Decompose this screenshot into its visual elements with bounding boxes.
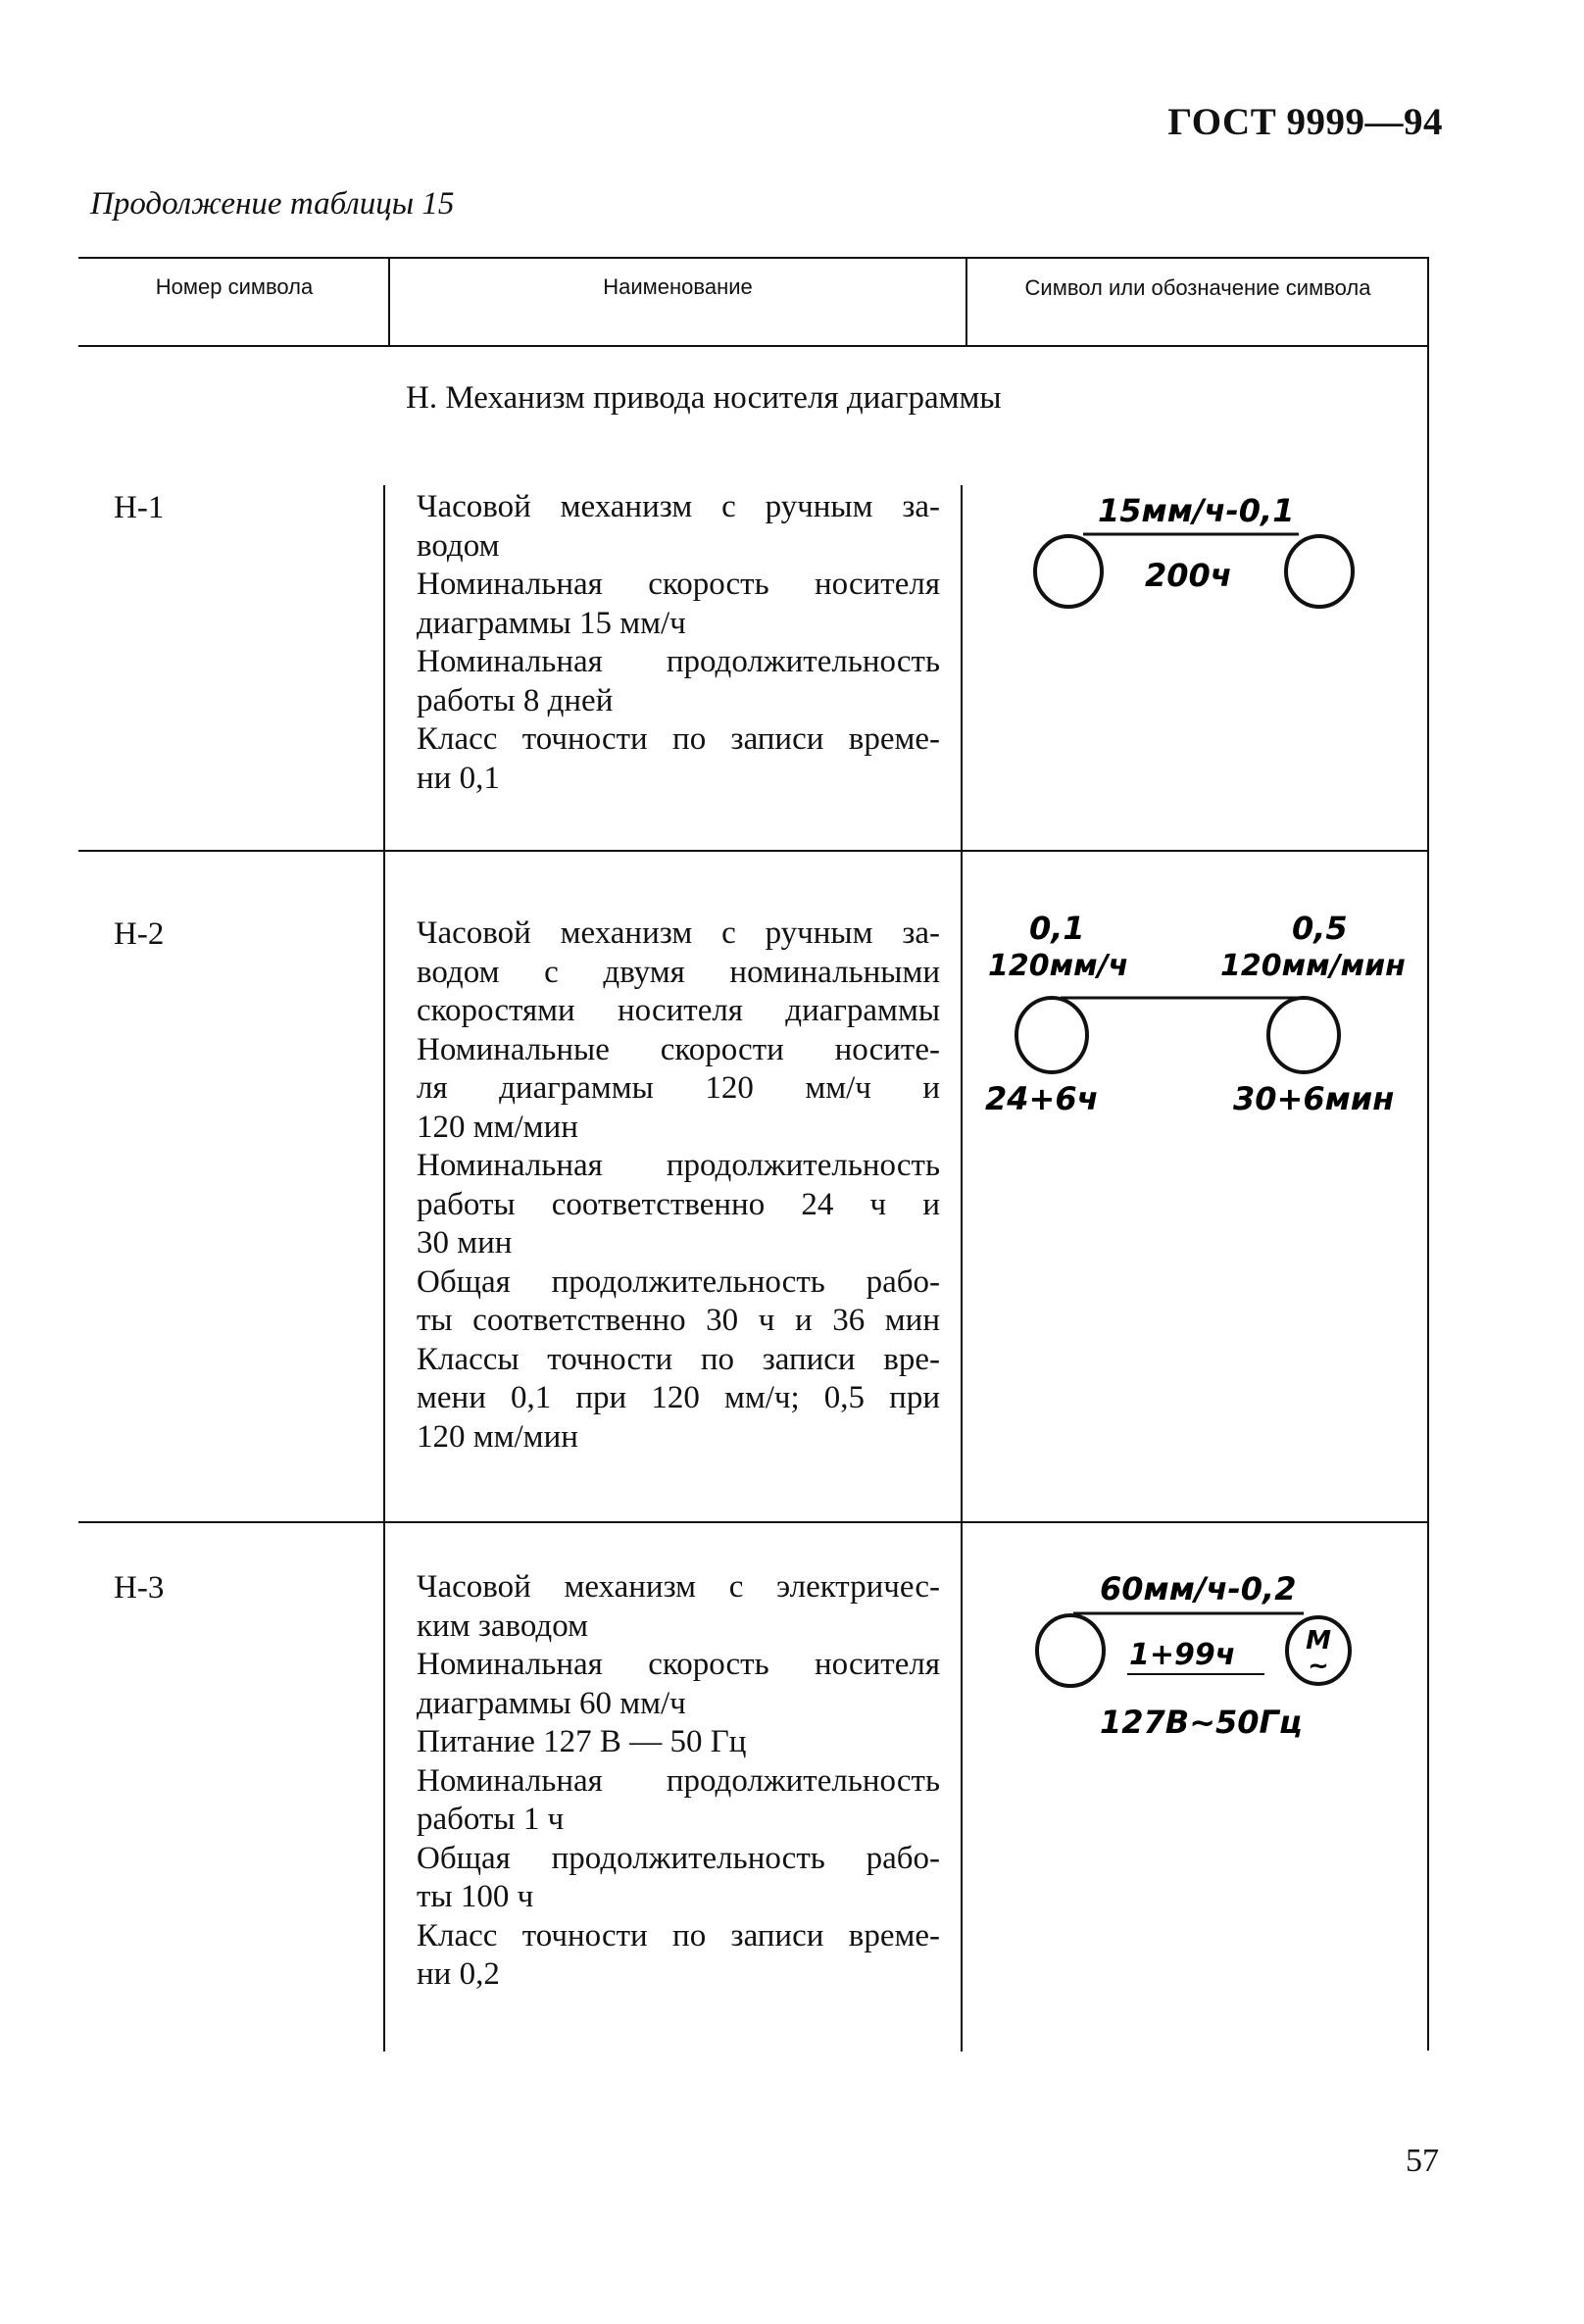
description-line: скоростями носителя диаграммы — [417, 993, 940, 1028]
page-number: 57 — [1406, 2143, 1439, 2179]
row-separator-1 — [78, 850, 1429, 852]
row-separator-2 — [78, 1521, 1429, 1523]
column-header-number: Номер символа — [155, 274, 314, 299]
h1-left-drum — [1035, 536, 1102, 607]
h2-left-duration-label: 24+6ч — [985, 1080, 1099, 1117]
description-line: ни 0,1 — [417, 760, 500, 796]
h3-speed-accuracy-label: 60мм/ч-0,2 — [1100, 1570, 1297, 1607]
description-line: Питание 127 В — 50 Гц — [417, 1724, 747, 1759]
motor-icon — [1287, 1617, 1350, 1684]
header-divider-1 — [388, 257, 390, 347]
h1-speed-accuracy-label: 15мм/ч-0,1 — [1098, 492, 1295, 529]
column-header-name: Наименование — [603, 274, 753, 299]
description-line: ты соответственно 30 ч и 36 мин — [417, 1303, 940, 1338]
symbol-number-h2: Н-2 — [114, 916, 165, 952]
description-line: диаграммы 60 мм/ч — [417, 1685, 686, 1721]
h2-right-duration-label: 30+6мин — [1233, 1080, 1395, 1117]
description-line: 30 мин — [417, 1225, 513, 1261]
h2-right-speed-label: 120мм/мин — [1220, 949, 1406, 983]
description-line: Часовой механизм с ручным за- — [417, 489, 940, 524]
row1-divider-1 — [383, 485, 385, 851]
row1-divider-2 — [961, 485, 963, 851]
description-line: Номинальная скорость носителя — [417, 567, 940, 602]
description-line: Класс точности по записи време- — [417, 721, 940, 757]
description-line: Часовой механизм с электричес- — [417, 1569, 940, 1605]
description-line: Номинальная продолжительность — [417, 1148, 940, 1183]
h2-left-accuracy-label: 0,1 — [1029, 910, 1085, 947]
description-line: Общая продолжительность рабо- — [417, 1840, 940, 1876]
section-title: Н. Механизм привода носителя диаграммы — [406, 380, 1002, 416]
h3-power-label: 127В~50Гц — [1100, 1704, 1303, 1741]
symbol-number-h3: Н-3 — [114, 1570, 165, 1606]
description-line: Часовой механизм с ручным за- — [417, 915, 940, 951]
column-header-symbol-text: Символ или обозначение символа — [1024, 275, 1371, 300]
h2-right-drum — [1268, 998, 1339, 1072]
symbol-number-h1: Н-1 — [114, 490, 165, 525]
description-h3 — [417, 1568, 940, 1995]
description-h2 — [417, 915, 940, 1457]
description-line: мени 0,1 при 120 мм/ч; 0,5 при — [417, 1380, 940, 1415]
description-line: 120 мм/мин — [417, 1109, 578, 1145]
description-h1 — [417, 488, 940, 798]
description-line: ля диаграммы 120 мм/ч и — [417, 1070, 940, 1106]
description-line: ты 100 ч — [417, 1879, 534, 1914]
standard-number: ГОСТ 9999—94 — [1167, 101, 1443, 143]
description-line: Класс точности по записи време- — [417, 1917, 940, 1953]
description-line: Номинальная скорость носителя — [417, 1647, 940, 1682]
description-line: Номинальные скорости носите- — [417, 1031, 940, 1067]
description-line: 120 мм/мин — [417, 1418, 578, 1455]
description-line: Общая продолжительность рабо- — [417, 1263, 940, 1300]
table-right-border — [1427, 257, 1429, 2051]
h3-left-drum — [1037, 1615, 1104, 1686]
table-continuation-caption: Продолжение таблицы 15 — [90, 186, 455, 222]
description-line: ни 0,2 — [417, 1956, 500, 1992]
h2-left-drum — [1016, 998, 1087, 1072]
table-header-bottom-border — [78, 345, 1429, 347]
h3-duration-label: 1+99ч — [1129, 1638, 1236, 1672]
row2-divider-2 — [961, 851, 963, 1522]
h2-left-speed-label: 120мм/ч — [988, 949, 1129, 983]
description-line: работы 1 ч — [417, 1802, 565, 1837]
row3-divider-2 — [961, 1522, 963, 2052]
h1-duration-label: 200ч — [1145, 557, 1232, 594]
description-line: Номинальная продолжительность — [417, 644, 940, 679]
column-header-symbol — [970, 272, 1425, 304]
description-line: работы 8 дней — [417, 682, 614, 718]
header-divider-2 — [965, 257, 967, 347]
motor-letter: M — [1306, 1626, 1331, 1656]
h1-right-drum — [1286, 536, 1353, 607]
table-top-border — [78, 257, 1429, 259]
description-line: работы соответственно 24 ч и — [417, 1186, 940, 1222]
row2-divider-1 — [383, 851, 385, 1522]
description-line: Классы точности по записи вре- — [417, 1341, 940, 1377]
motor-wave: ~ — [1308, 1652, 1329, 1681]
description-line: Номинальная продолжительность — [417, 1762, 940, 1799]
row3-divider-1 — [383, 1522, 385, 2052]
h2-right-accuracy-label: 0,5 — [1292, 910, 1348, 947]
description-line: ким заводом — [417, 1607, 588, 1644]
description-line: водом с двумя номинальными — [417, 954, 940, 990]
description-line: водом — [417, 527, 500, 564]
description-line: диаграммы 15 мм/ч — [417, 605, 686, 641]
